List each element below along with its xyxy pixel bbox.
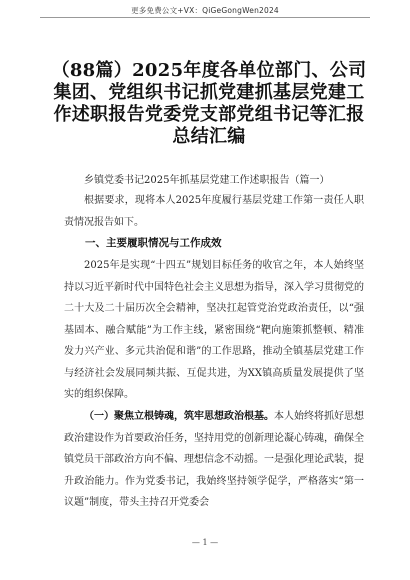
document-title: （88篇）2025年度各单位部门、公司集团、党组织书记抓党建抓基层党建工作述职报告党委党支部党组书记等汇报总结汇编 (51, 60, 367, 147)
page-number: — 1 — (191, 538, 219, 547)
body-paragraph-2 (64, 406, 364, 514)
header-divider (40, 17, 370, 18)
report-subtitle: 乡镇党委书记2025年抓基层党建工作述职报告（篇一） (84, 175, 330, 186)
subsection-heading-1: （一）聚焦立根铸魂，筑牢思想政治根基。 (84, 411, 274, 422)
page-header: 更多免费公文+VX：QiGeGongWen2024 (131, 6, 279, 15)
intro-paragraph: 根据要求，现将本人2025年度履行基层党建工作第一责任人职责情况报告如下。 (64, 195, 364, 228)
body-paragraph-1: 2025年是实现“十四五”规划目标任务的收官之年，本人始终坚持以习近平新时代中国特色社会主义思想为指导，深入学习贯彻党的二十大及二十届历次全会精神，坚决扛起管党治党政治责任，以“强基固本、融合赋能”为工作主线，紧密围绕“靶向施策抓整顿、精准发力兴产业、多元共治促和谐”的工作思路，推动全镇基层党建工作与经济社会发展同频共振、互促共进，为XX镇高质量发展提供了坚实的组织保障。 (64, 260, 364, 400)
section-heading-1: 一、主要履职情况与工作成效 (85, 237, 222, 249)
body-paragraph-2-text: 本人始终将抓好思想政治建设作为首要政治任务，坚持用党的创新理论凝心铸魂，确保全镇党员干部政治方向不偏、理想信念不动摇。一是强化理论武装，提升政治能力。作为党委书记，我始终坚持领学促学，严格落实“第一议题”制度，带头主持召开党委会 (64, 411, 364, 508)
